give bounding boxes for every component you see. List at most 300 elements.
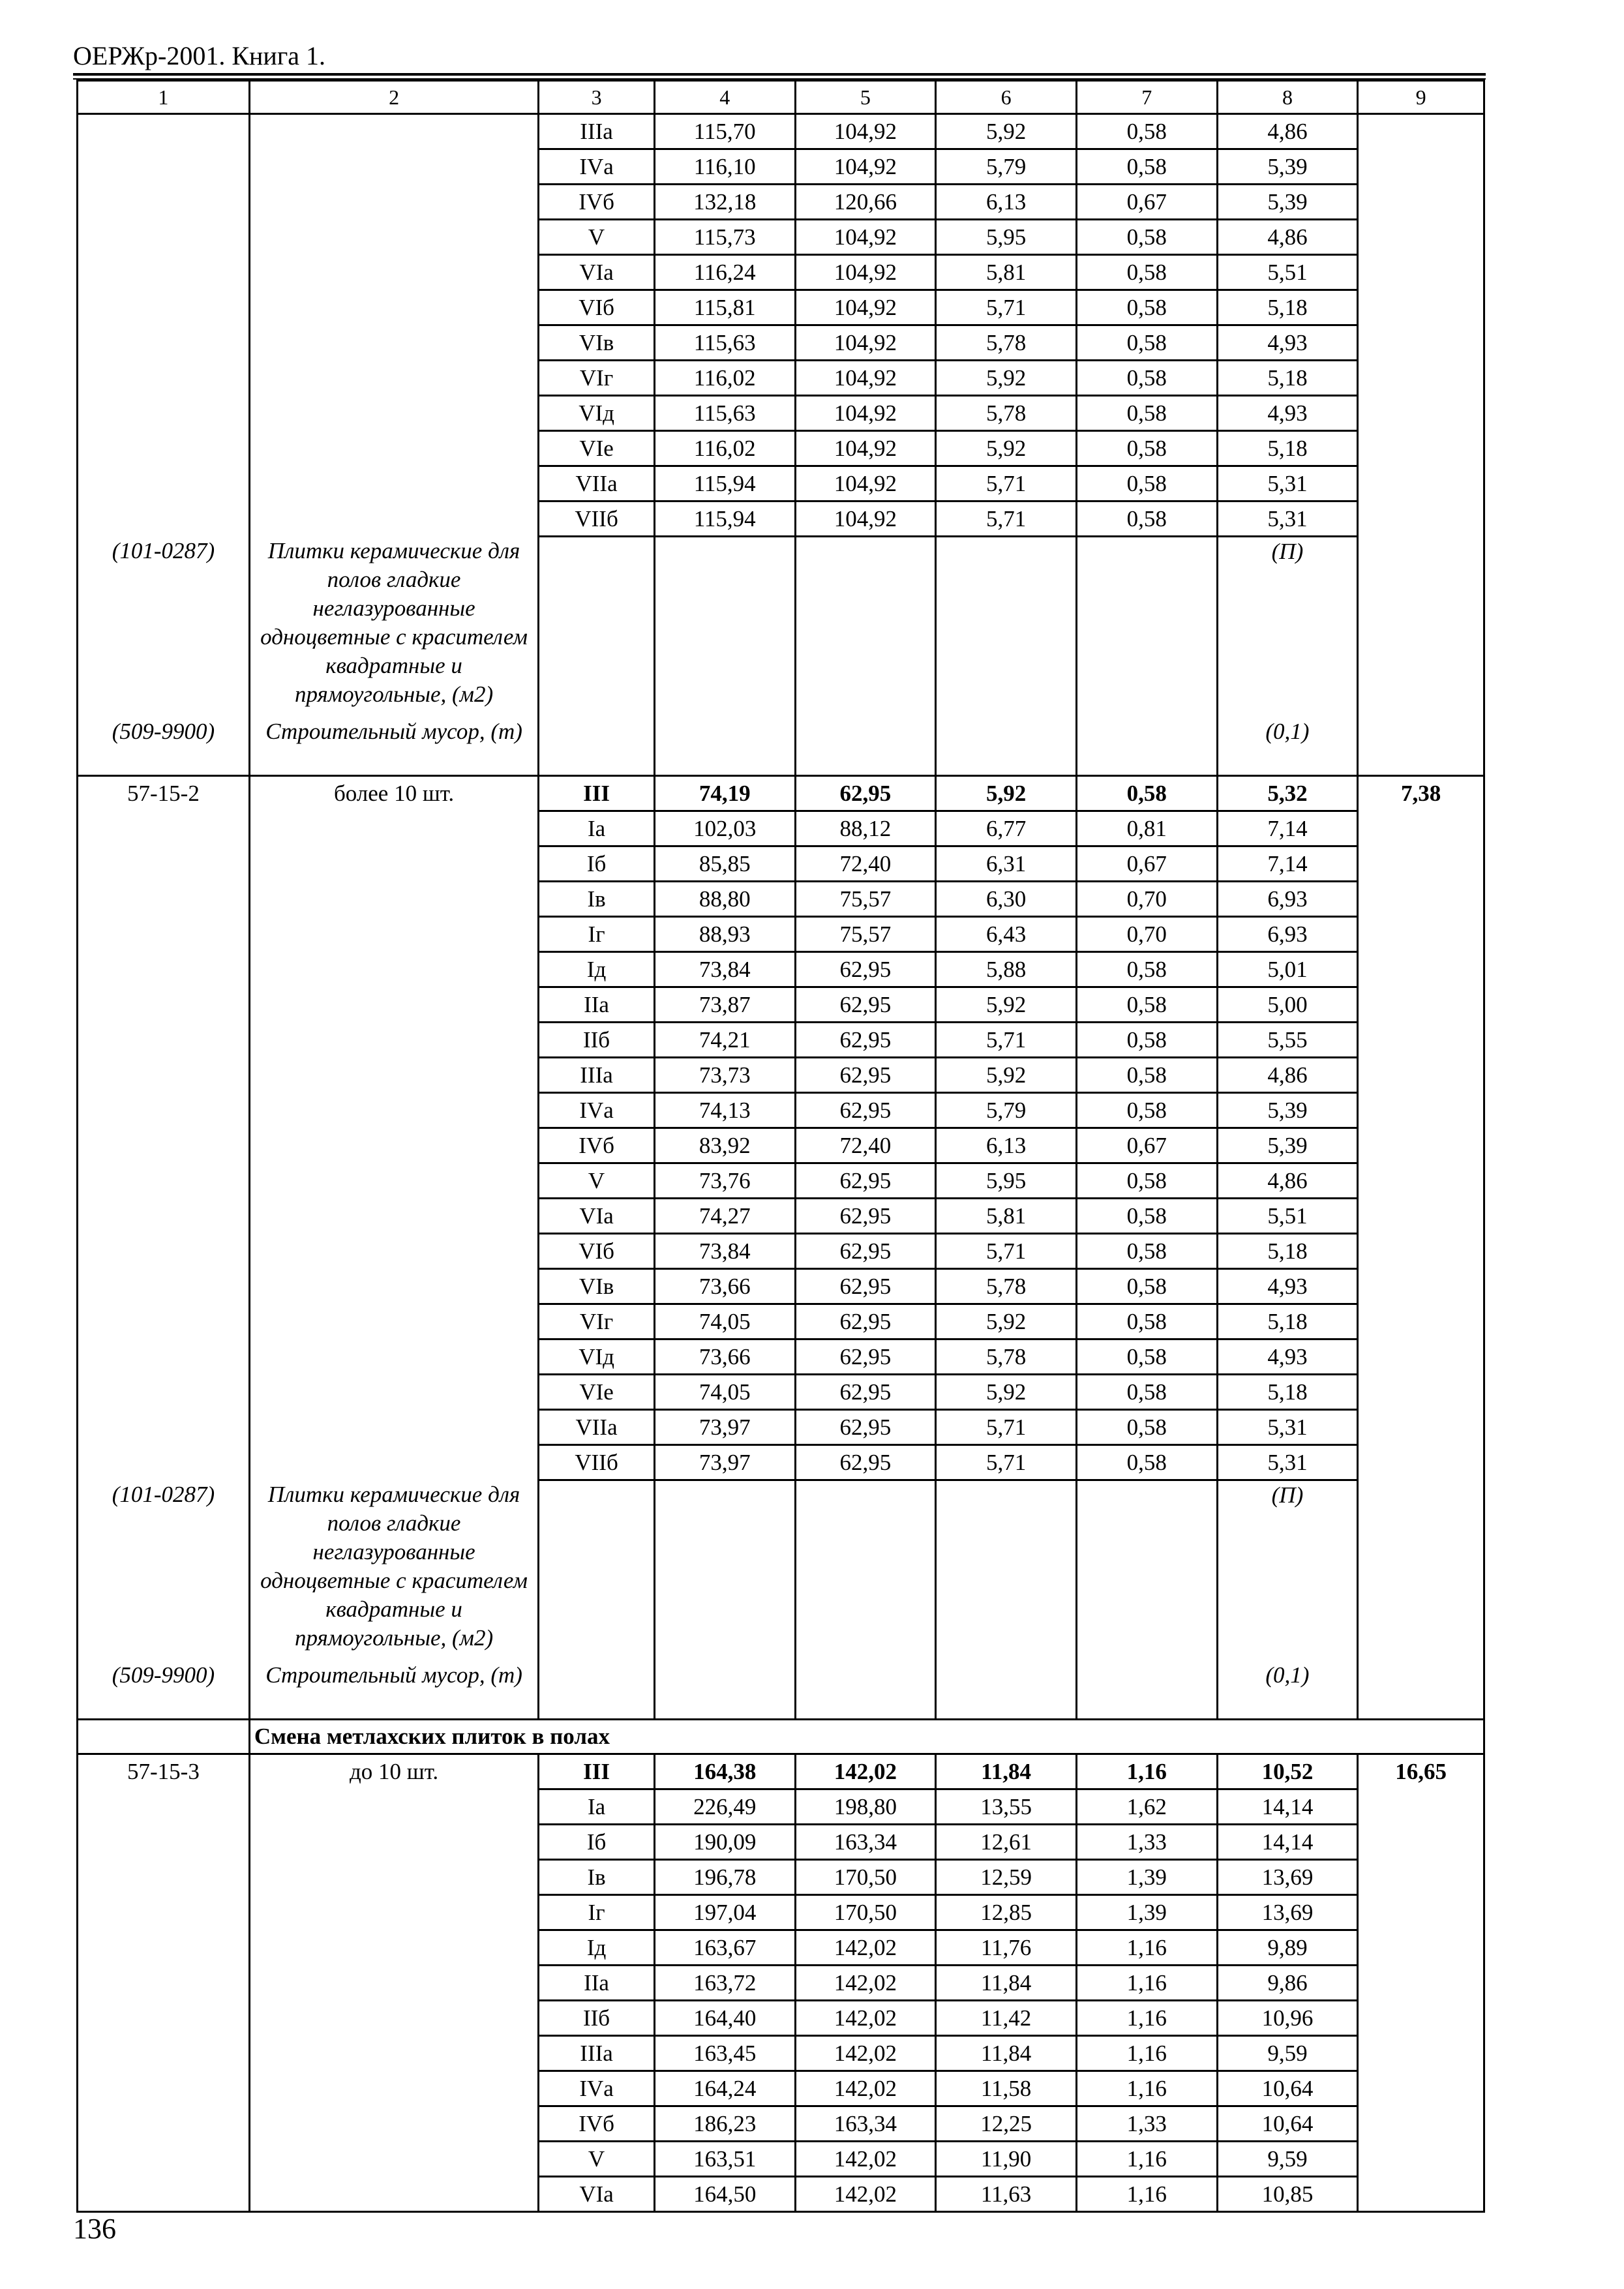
resource-name-cell: Строительный мусор, (т): [249, 1661, 538, 1720]
labor-cell: [1358, 466, 1484, 501]
total-cost-cell: 73,76: [654, 1163, 795, 1199]
labor-cell: [1358, 1895, 1484, 1930]
zone-cell: IIIа: [539, 2036, 655, 2071]
machine-cost-cell: 6,30: [936, 882, 1077, 917]
name-cell: [249, 846, 538, 882]
code-cell: [78, 2001, 250, 2036]
table-row: [78, 1093, 1484, 1128]
resource-code-cell: (509-9900): [78, 717, 250, 776]
driver-wage-cell: 0,58: [1076, 1304, 1217, 1339]
empty-cell: [1076, 1661, 1217, 1720]
name-cell: [249, 396, 538, 431]
wage-cell: 142,02: [795, 1930, 936, 1966]
zone-cell: VIг: [539, 361, 655, 396]
wage-cell: 104,92: [795, 466, 936, 501]
total-cost-cell: 115,81: [654, 290, 795, 325]
labor-cell: [1358, 1163, 1484, 1199]
driver-wage-cell: 0,58: [1076, 1410, 1217, 1445]
code-cell: [78, 1304, 250, 1339]
column-number: 1: [78, 81, 250, 114]
labor-cell: 7,38: [1358, 776, 1484, 811]
driver-wage-cell: 1,33: [1076, 1825, 1217, 1860]
code-cell: [78, 325, 250, 361]
total-cost-cell: 74,27: [654, 1199, 795, 1234]
table-row: [78, 1128, 1484, 1163]
debris-row: [78, 717, 1484, 776]
wage-cell: 104,92: [795, 149, 936, 185]
materials-cost-cell: 4,86: [1217, 1163, 1358, 1199]
total-cost-cell: 197,04: [654, 1895, 795, 1930]
zone-cell: IVа: [539, 149, 655, 185]
labor-cell: [1358, 882, 1484, 917]
total-cost-cell: 73,97: [654, 1445, 795, 1480]
empty-cell: [936, 717, 1077, 776]
machine-cost-cell: 5,71: [936, 501, 1077, 537]
labor-cell: [1358, 846, 1484, 882]
zone-cell: VIе: [539, 431, 655, 466]
page-number: 136: [73, 2213, 116, 2245]
materials-cost-cell: 4,86: [1217, 220, 1358, 255]
materials-cost-cell: 13,69: [1217, 1895, 1358, 1930]
driver-wage-cell: 0,58: [1076, 1093, 1217, 1128]
total-cost-cell: 164,24: [654, 2071, 795, 2106]
zone-cell: VIе: [539, 1375, 655, 1410]
machine-cost-cell: 11,58: [936, 2071, 1077, 2106]
column-number: 2: [249, 81, 538, 114]
wage-cell: 198,80: [795, 1789, 936, 1825]
materials-cost-cell: 4,86: [1217, 114, 1358, 149]
machine-cost-cell: 5,71: [936, 466, 1077, 501]
total-cost-cell: 190,09: [654, 1825, 795, 1860]
labor-cell: [1358, 220, 1484, 255]
total-cost-cell: 116,24: [654, 255, 795, 290]
table-row: [78, 114, 1484, 149]
machine-cost-cell: 5,92: [936, 431, 1077, 466]
materials-cost-cell: 5,18: [1217, 431, 1358, 466]
zone-cell: IIIа: [539, 1058, 655, 1093]
driver-wage-cell: 1,16: [1076, 2071, 1217, 2106]
name-cell: до 10 шт.: [249, 1754, 538, 1789]
materials-cost-cell: 9,59: [1217, 2036, 1358, 2071]
resource-code-cell: (509-9900): [78, 1661, 250, 1720]
code-cell: [78, 466, 250, 501]
machine-cost-cell: 5,71: [936, 1234, 1077, 1269]
wage-cell: 142,02: [795, 1966, 936, 2001]
name-cell: [249, 290, 538, 325]
name-cell: [249, 149, 538, 185]
machine-cost-cell: 5,95: [936, 220, 1077, 255]
wage-cell: 62,95: [795, 1445, 936, 1480]
machine-cost-cell: 5,78: [936, 1269, 1077, 1304]
machine-cost-cell: 12,59: [936, 1860, 1077, 1895]
zone-cell: IVа: [539, 2071, 655, 2106]
total-cost-cell: 115,70: [654, 114, 795, 149]
section-title-row: [78, 1720, 1484, 1754]
materials-cost-cell: 5,31: [1217, 1410, 1358, 1445]
labor-cell: [1358, 917, 1484, 952]
materials-cost-cell: 5,18: [1217, 1234, 1358, 1269]
machine-cost-cell: 5,71: [936, 1023, 1077, 1058]
materials-cost-cell: 5,51: [1217, 255, 1358, 290]
wage-cell: 72,40: [795, 1128, 936, 1163]
labor-cell: [1358, 2106, 1484, 2142]
machine-cost-cell: 6,31: [936, 846, 1077, 882]
zone-cell: VIIа: [539, 1410, 655, 1445]
labor-cell: [1358, 114, 1484, 149]
debris-row: [78, 1661, 1484, 1720]
materials-cost-cell: 10,85: [1217, 2177, 1358, 2212]
table-row: [78, 1375, 1484, 1410]
wage-cell: 62,95: [795, 1093, 936, 1128]
labor-cell: [1358, 1410, 1484, 1445]
materials-cost-cell: 7,14: [1217, 811, 1358, 846]
zone-cell: VIг: [539, 1304, 655, 1339]
material-row: [78, 1480, 1484, 1662]
empty-cell: [795, 1661, 936, 1720]
name-cell: [249, 2001, 538, 2036]
machine-cost-cell: 11,76: [936, 1930, 1077, 1966]
table-row: [78, 917, 1484, 952]
materials-cost-cell: 5,32: [1217, 776, 1358, 811]
zone-cell: Iг: [539, 1895, 655, 1930]
wage-cell: 75,57: [795, 882, 936, 917]
name-cell: [249, 2177, 538, 2212]
table-row: [78, 396, 1484, 431]
driver-wage-cell: 1,16: [1076, 1754, 1217, 1789]
empty-cell: [654, 1661, 795, 1720]
driver-wage-cell: 0,58: [1076, 396, 1217, 431]
zone-cell: VIб: [539, 290, 655, 325]
empty-cell: [1076, 1480, 1217, 1662]
materials-cost-cell: 10,96: [1217, 2001, 1358, 2036]
table-row: [78, 361, 1484, 396]
table-row: [78, 149, 1484, 185]
empty-cell: [539, 537, 655, 718]
column-number: 5: [795, 81, 936, 114]
table-row: [78, 325, 1484, 361]
total-cost-cell: 115,94: [654, 466, 795, 501]
code-cell: [78, 2106, 250, 2142]
resource-qty-cell: (П): [1217, 537, 1358, 718]
machine-cost-cell: 11,84: [936, 1754, 1077, 1789]
table-row: [78, 882, 1484, 917]
empty-cell: [539, 1661, 655, 1720]
resource-name-cell: Плитки керамические для полов гладкие неглазурованные одноцветные с красителем квадратные и прямоугольные, (м2): [249, 1480, 538, 1662]
name-cell: [249, 1895, 538, 1930]
zone-cell: V: [539, 2142, 655, 2177]
document-header: ОЕРЖр-2001. Книга 1.: [73, 41, 325, 70]
table-row: [78, 466, 1484, 501]
wage-cell: 104,92: [795, 396, 936, 431]
machine-cost-cell: 11,63: [936, 2177, 1077, 2212]
labor-cell: [1358, 811, 1484, 846]
total-cost-cell: 115,63: [654, 396, 795, 431]
wage-cell: 170,50: [795, 1895, 936, 1930]
labor-cell: [1358, 2001, 1484, 2036]
code-cell: [78, 1023, 250, 1058]
materials-cost-cell: 5,01: [1217, 952, 1358, 987]
code-cell: [78, 255, 250, 290]
wage-cell: 62,95: [795, 1339, 936, 1375]
total-cost-cell: 73,73: [654, 1058, 795, 1093]
total-cost-cell: 163,67: [654, 1930, 795, 1966]
code-cell: [78, 1895, 250, 1930]
code-cell: [78, 2142, 250, 2177]
code-cell: [78, 220, 250, 255]
empty-cell: [654, 537, 795, 718]
empty-cell: [1358, 1661, 1484, 1720]
name-cell: [249, 114, 538, 149]
table-row: [78, 220, 1484, 255]
zone-cell: VIа: [539, 2177, 655, 2212]
labor-cell: [1358, 1199, 1484, 1234]
total-cost-cell: 163,72: [654, 1966, 795, 2001]
code-cell: [78, 361, 250, 396]
code-cell: [78, 917, 250, 952]
wage-cell: 62,95: [795, 1375, 936, 1410]
labor-cell: [1358, 1930, 1484, 1966]
zone-cell: VIд: [539, 396, 655, 431]
resource-qty-cell: (0,1): [1217, 1661, 1358, 1720]
labor-cell: [1358, 255, 1484, 290]
machine-cost-cell: 5,81: [936, 1199, 1077, 1234]
materials-cost-cell: 5,31: [1217, 466, 1358, 501]
code-cell: [78, 1930, 250, 1966]
wage-cell: 142,02: [795, 2142, 936, 2177]
wage-cell: 62,95: [795, 1304, 936, 1339]
table-row: [78, 1930, 1484, 1966]
driver-wage-cell: 0,58: [1076, 1375, 1217, 1410]
labor-cell: [1358, 149, 1484, 185]
table-body: [78, 81, 1484, 2212]
wage-cell: 104,92: [795, 290, 936, 325]
empty-cell: [1358, 717, 1484, 776]
machine-cost-cell: 6,43: [936, 917, 1077, 952]
name-cell: [249, 1023, 538, 1058]
machine-cost-cell: 5,92: [936, 361, 1077, 396]
wage-cell: 62,95: [795, 1199, 936, 1234]
wage-cell: 104,92: [795, 431, 936, 466]
labor-cell: [1358, 987, 1484, 1023]
code-cell: [78, 1375, 250, 1410]
machine-cost-cell: 12,61: [936, 1825, 1077, 1860]
machine-cost-cell: 12,85: [936, 1895, 1077, 1930]
driver-wage-cell: 0,67: [1076, 185, 1217, 220]
code-cell: [78, 114, 250, 149]
wage-cell: 62,95: [795, 1269, 936, 1304]
machine-cost-cell: 11,42: [936, 2001, 1077, 2036]
materials-cost-cell: 5,00: [1217, 987, 1358, 1023]
table-row-main: [78, 1754, 1484, 1789]
driver-wage-cell: 0,58: [1076, 1199, 1217, 1234]
price-table: [76, 80, 1485, 2213]
total-cost-cell: 196,78: [654, 1860, 795, 1895]
zone-cell: VIб: [539, 1234, 655, 1269]
total-cost-cell: 73,84: [654, 952, 795, 987]
total-cost-cell: 73,66: [654, 1339, 795, 1375]
empty-cell: [539, 1480, 655, 1662]
empty-cell: [78, 1720, 250, 1754]
name-cell: [249, 1966, 538, 2001]
total-cost-cell: 163,51: [654, 2142, 795, 2177]
total-cost-cell: 116,10: [654, 149, 795, 185]
code-cell: [78, 2036, 250, 2071]
total-cost-cell: 164,38: [654, 1754, 795, 1789]
labor-cell: [1358, 1023, 1484, 1058]
table-row: [78, 1199, 1484, 1234]
column-number: 4: [654, 81, 795, 114]
name-cell: [249, 466, 538, 501]
name-cell: [249, 952, 538, 987]
code-cell: [78, 149, 250, 185]
zone-cell: IIб: [539, 1023, 655, 1058]
name-cell: [249, 1410, 538, 1445]
driver-wage-cell: 0,58: [1076, 952, 1217, 987]
driver-wage-cell: 0,58: [1076, 1269, 1217, 1304]
machine-cost-cell: 5,92: [936, 1304, 1077, 1339]
driver-wage-cell: 0,58: [1076, 149, 1217, 185]
driver-wage-cell: 0,58: [1076, 987, 1217, 1023]
wage-cell: 62,95: [795, 1234, 936, 1269]
labor-cell: [1358, 1966, 1484, 2001]
material-row: [78, 537, 1484, 718]
empty-cell: [654, 1480, 795, 1662]
driver-wage-cell: 0,58: [1076, 431, 1217, 466]
name-cell: [249, 431, 538, 466]
zone-cell: III: [539, 1754, 655, 1789]
zone-cell: V: [539, 1163, 655, 1199]
total-cost-cell: 88,80: [654, 882, 795, 917]
total-cost-cell: 74,13: [654, 1093, 795, 1128]
table-row: [78, 2106, 1484, 2142]
column-number: 7: [1076, 81, 1217, 114]
empty-cell: [936, 537, 1077, 718]
labor-cell: [1358, 1093, 1484, 1128]
driver-wage-cell: 0,58: [1076, 325, 1217, 361]
table-row: [78, 185, 1484, 220]
total-cost-cell: 74,19: [654, 776, 795, 811]
code-cell: [78, 1966, 250, 2001]
name-cell: [249, 1093, 538, 1128]
wage-cell: 104,92: [795, 501, 936, 537]
machine-cost-cell: 5,71: [936, 1445, 1077, 1480]
labor-cell: [1358, 2036, 1484, 2071]
total-cost-cell: 115,73: [654, 220, 795, 255]
driver-wage-cell: 0,58: [1076, 1058, 1217, 1093]
table-row: [78, 1339, 1484, 1375]
materials-cost-cell: 9,59: [1217, 2142, 1358, 2177]
column-number: 6: [936, 81, 1077, 114]
driver-wage-cell: 1,16: [1076, 1930, 1217, 1966]
table-row: [78, 431, 1484, 466]
machine-cost-cell: 5,79: [936, 1093, 1077, 1128]
wage-cell: 142,02: [795, 2071, 936, 2106]
table-row-main: [78, 776, 1484, 811]
total-cost-cell: 73,66: [654, 1269, 795, 1304]
empty-cell: [795, 717, 936, 776]
machine-cost-cell: 5,71: [936, 1410, 1077, 1445]
name-cell: [249, 1234, 538, 1269]
driver-wage-cell: 1,16: [1076, 2142, 1217, 2177]
labor-cell: [1358, 361, 1484, 396]
driver-wage-cell: 0,67: [1076, 846, 1217, 882]
wage-cell: 104,92: [795, 114, 936, 149]
labor-cell: [1358, 1860, 1484, 1895]
name-cell: [249, 1199, 538, 1234]
code-cell: [78, 1163, 250, 1199]
labor-cell: [1358, 1789, 1484, 1825]
name-cell: [249, 1269, 538, 1304]
empty-cell: [795, 537, 936, 718]
code-cell: [78, 1093, 250, 1128]
name-cell: [249, 255, 538, 290]
resource-qty-cell: (П): [1217, 1480, 1358, 1662]
table-row: [78, 2071, 1484, 2106]
materials-cost-cell: 10,64: [1217, 2106, 1358, 2142]
materials-cost-cell: 5,18: [1217, 1304, 1358, 1339]
total-cost-cell: 163,45: [654, 2036, 795, 2071]
driver-wage-cell: 0,58: [1076, 290, 1217, 325]
driver-wage-cell: 0,58: [1076, 466, 1217, 501]
driver-wage-cell: 1,39: [1076, 1860, 1217, 1895]
total-cost-cell: 186,23: [654, 2106, 795, 2142]
labor-cell: [1358, 325, 1484, 361]
zone-cell: IVа: [539, 1093, 655, 1128]
code-cell: [78, 952, 250, 987]
table-row: [78, 2001, 1484, 2036]
materials-cost-cell: 5,18: [1217, 1375, 1358, 1410]
zone-cell: Iа: [539, 811, 655, 846]
total-cost-cell: 83,92: [654, 1128, 795, 1163]
code-cell: [78, 1860, 250, 1895]
labor-cell: [1358, 2142, 1484, 2177]
machine-cost-cell: 5,88: [936, 952, 1077, 987]
machine-cost-cell: 5,95: [936, 1163, 1077, 1199]
machine-cost-cell: 5,78: [936, 325, 1077, 361]
column-number: 9: [1358, 81, 1484, 114]
table-row: [78, 1058, 1484, 1093]
zone-cell: VIд: [539, 1339, 655, 1375]
total-cost-cell: 73,84: [654, 1234, 795, 1269]
empty-cell: [936, 1661, 1077, 1720]
driver-wage-cell: 1,16: [1076, 2177, 1217, 2212]
table-row: [78, 1234, 1484, 1269]
empty-cell: [654, 717, 795, 776]
zone-cell: IIб: [539, 2001, 655, 2036]
zone-cell: VIIб: [539, 501, 655, 537]
name-cell: более 10 шт.: [249, 776, 538, 811]
code-cell: [78, 396, 250, 431]
zone-cell: Iа: [539, 1789, 655, 1825]
code-cell: [78, 2071, 250, 2106]
labor-cell: [1358, 1128, 1484, 1163]
machine-cost-cell: 11,84: [936, 2036, 1077, 2071]
code-cell: [78, 811, 250, 846]
code-cell: 57-15-2: [78, 776, 250, 811]
zone-cell: VIIа: [539, 466, 655, 501]
zone-cell: IIIа: [539, 114, 655, 149]
code-cell: [78, 1410, 250, 1445]
table-row: [78, 290, 1484, 325]
labor-cell: [1358, 1269, 1484, 1304]
zone-cell: Iд: [539, 1930, 655, 1966]
driver-wage-cell: 0,58: [1076, 114, 1217, 149]
total-cost-cell: 116,02: [654, 361, 795, 396]
labor-cell: [1358, 1445, 1484, 1480]
name-cell: [249, 811, 538, 846]
resource-qty-cell: (0,1): [1217, 717, 1358, 776]
materials-cost-cell: 5,39: [1217, 149, 1358, 185]
